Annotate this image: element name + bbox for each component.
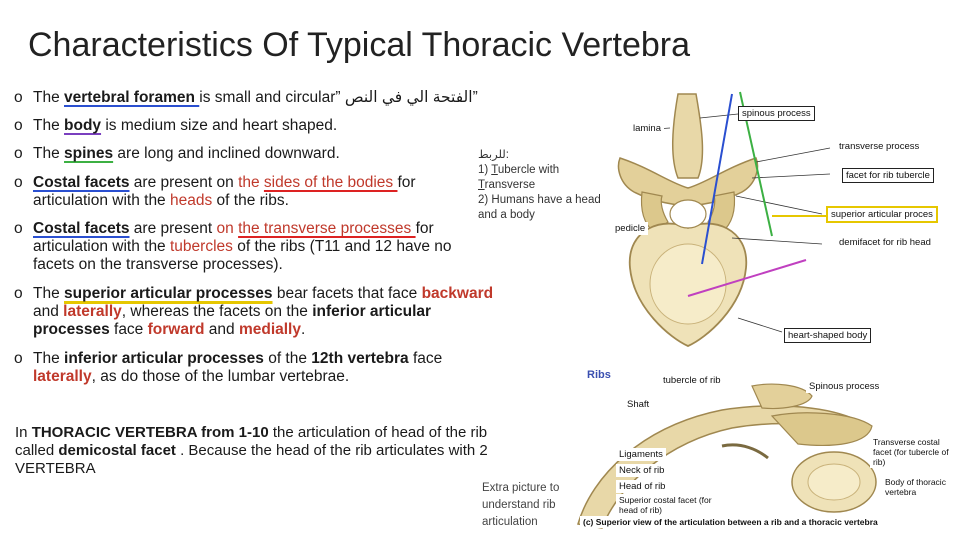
label-transverse-costal-facet: Transverse costal facet (for tubercle of rib) [870, 436, 960, 468]
label-tubercle-of-rib: tubercle of rib [660, 374, 724, 387]
text: the [238, 174, 264, 191]
bullet-marker: o [14, 285, 23, 302]
label-ribs: Ribs [584, 368, 614, 382]
term-superior-articular: superior articular processes [64, 285, 273, 302]
term-vertebral-foramen: vertebral foramen [64, 89, 200, 106]
label-ligaments: Ligaments [616, 448, 666, 461]
label-body-thoracic: Body of thoracic vertebra [882, 476, 958, 498]
text: The [33, 89, 65, 106]
text: ransverse [484, 179, 536, 191]
term-12th-vertebra: 12th vertebra [311, 350, 409, 367]
text: of the ribs (T11 and 12 have no [232, 238, 452, 255]
text: 1) [478, 164, 492, 176]
label-neck-of-rib: Neck of rib [616, 464, 667, 477]
figure-caption: (c) Superior view of the articulation between a rib and a thoracic vertebra [580, 516, 958, 528]
bullet-marker: o [14, 174, 23, 191]
label-demifacet: demifacet for rib head [836, 236, 934, 249]
label-head-of-rib: Head of rib [616, 480, 668, 493]
text: The [33, 145, 65, 162]
label-superior-articular: superior articular proces [826, 206, 938, 223]
text: are present [129, 220, 217, 237]
term-medially: medially [238, 321, 301, 338]
text: is medium size and heart shaped. [101, 117, 338, 134]
text: The [33, 285, 65, 302]
bullet-marker: o [14, 350, 23, 367]
text: processes [33, 321, 110, 338]
term-tubercles: tubercles [170, 238, 233, 255]
bullet-marker: o [14, 117, 23, 134]
label-pedicle: pedicle [612, 222, 648, 235]
vertebra-figure [560, 88, 960, 358]
text: , whereas the facets on the [121, 303, 313, 320]
text: and a body [478, 209, 535, 221]
text: ubercle with [497, 164, 560, 176]
extra-picture-note: Extra picture to understand rib articulation [482, 482, 560, 528]
label-shaft: Shaft [624, 398, 652, 411]
text: are long and inclined downward. [113, 145, 340, 162]
text: bear facets that face [272, 285, 422, 302]
text: In [15, 424, 32, 441]
text: THORACIC VERTEBRA from 1-10 [31, 424, 269, 441]
bullet-marker: o [14, 220, 23, 237]
text: and [204, 321, 239, 338]
text: . Because the head of the rib articulates with 2 VERTEBRA [15, 442, 488, 477]
text: articulation with the [33, 238, 170, 255]
label-spinous-process: spinous process [738, 106, 815, 121]
label-heart-shaped-body: heart-shaped body [784, 328, 871, 343]
text: The [33, 117, 65, 134]
text: T [491, 164, 498, 176]
text: The [33, 350, 65, 367]
rib-figure [572, 366, 960, 534]
note-header: :للربط [478, 149, 509, 161]
term-heads: heads [170, 192, 213, 209]
bullet-marker: o [14, 89, 23, 106]
term-transverse-processes: the transverse processes [238, 220, 416, 237]
text: T [478, 179, 485, 191]
text: face [109, 321, 148, 338]
term-body: body [64, 117, 102, 134]
page-title: Characteristics Of Typical Thoracic Vertebra [28, 26, 691, 64]
text: facets on the transverse processes). [33, 256, 283, 273]
term-inferior-articular: inferior articular [312, 303, 432, 320]
text: is small and circular” الفتحة الي في النص” [199, 89, 478, 106]
text: articulation with the [33, 192, 170, 209]
term-laterally: laterally [63, 303, 122, 320]
term-forward: forward [147, 321, 205, 338]
text: 2) Humans have a head [478, 194, 601, 206]
text: . [300, 321, 306, 338]
summary-paragraph [15, 424, 525, 478]
bullet-marker: o [14, 145, 23, 162]
term-laterally: laterally [33, 368, 92, 385]
text: are present on [129, 174, 239, 191]
term-backward: backward [421, 285, 494, 302]
text: for [397, 174, 416, 191]
text: on [216, 220, 239, 237]
text: and [33, 303, 64, 320]
text: the articulation of head of the rib called [15, 424, 488, 459]
label-spinous-process-rib: Spinous process [806, 380, 882, 393]
term-sides-of-bodies: sides of the bodies [263, 174, 398, 191]
term-costal-facets: Costal facets [33, 174, 130, 191]
label-superior-costal-facet: Superior costal facet (for head of rib) [616, 494, 732, 516]
text: for [415, 220, 434, 237]
text: , as do those of the lumbar vertebrae. [91, 368, 350, 385]
label-facet-rib-tubercle: facet for rib tubercle [842, 168, 934, 183]
text: of the [263, 350, 312, 367]
text: of the ribs. [212, 192, 289, 209]
term-costal-facets: Costal facets [33, 220, 130, 237]
term-inferior-articular: inferior articular processes [64, 350, 264, 367]
label-lamina: lamina [630, 122, 664, 135]
text: face [408, 350, 443, 367]
label-transverse-process: transverse process [836, 140, 922, 153]
text: demicostal facet [58, 442, 176, 459]
term-spines: spines [64, 145, 114, 162]
